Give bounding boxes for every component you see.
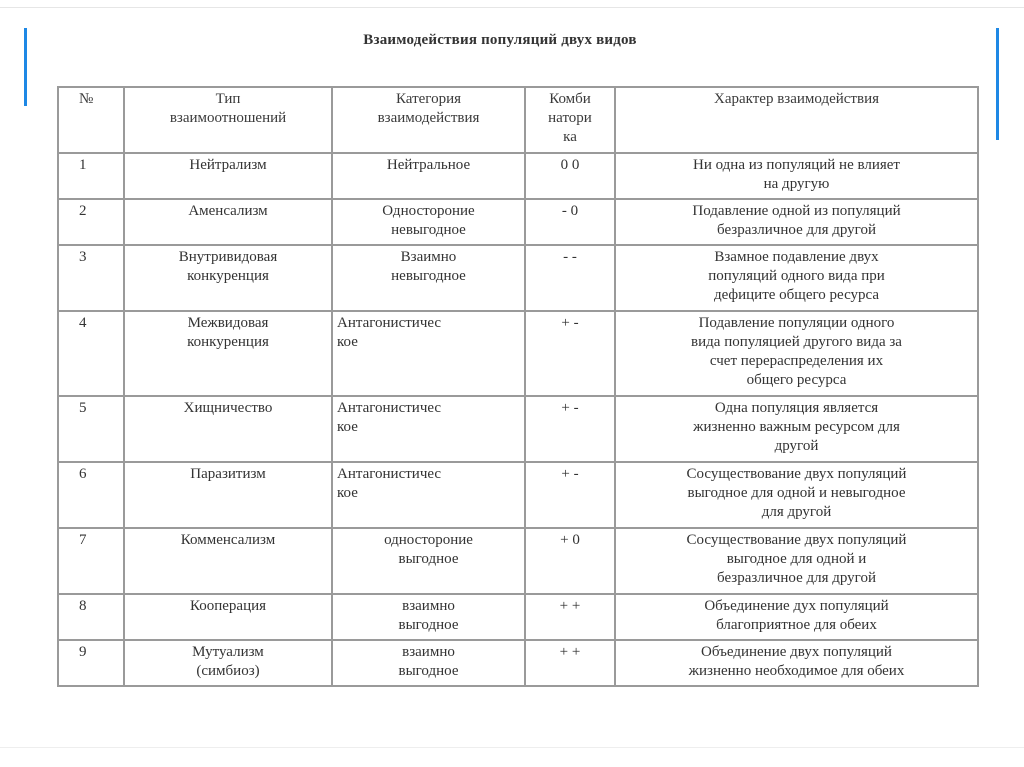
header-combination xyxy=(525,87,615,153)
row-category xyxy=(332,153,525,199)
row-type xyxy=(124,640,332,686)
header-character xyxy=(615,87,978,153)
row-character xyxy=(615,153,978,199)
row-character-line: для другой xyxy=(761,504,832,520)
header-combination-line: ка xyxy=(563,129,577,145)
header-category-line: взаимодействия xyxy=(377,110,480,126)
header-type-line: взаимоотношений xyxy=(169,110,287,126)
table-row xyxy=(58,462,978,528)
row-character-line: счет перераспределения их xyxy=(709,353,884,369)
row-character-line: Объединение двух популяций xyxy=(701,644,892,660)
header-combination-line: Комби xyxy=(549,91,591,107)
table-row xyxy=(58,640,978,686)
row-character xyxy=(615,462,978,528)
header-type xyxy=(124,87,332,153)
row-character-line: жизненно необходимое для обеих xyxy=(688,663,905,679)
row-category-line: Одностороние xyxy=(382,203,475,219)
row-category-line: кое xyxy=(337,419,358,435)
row-character-line: Сосуществование двух популяций xyxy=(686,532,907,548)
row-type xyxy=(124,199,332,245)
row-combination: + + xyxy=(525,594,615,640)
row-character xyxy=(615,245,978,311)
row-type-line: (симбиоз) xyxy=(196,663,260,679)
table-row xyxy=(58,594,978,640)
row-character xyxy=(615,396,978,462)
row-character-line: дефиците общего ресурса xyxy=(713,287,880,303)
row-combination: + 0 xyxy=(525,528,615,594)
table-row xyxy=(58,528,978,594)
header-category-line: Категория xyxy=(396,91,461,107)
row-combination: 0 0 xyxy=(525,153,615,199)
row-character-line: Ни одна из популяций не влияет xyxy=(692,157,900,173)
row-character-line: безразличное для другой xyxy=(717,222,876,238)
row-type-line: конкуренция xyxy=(187,268,269,284)
row-category-line: Взаимно xyxy=(400,249,457,265)
table-row xyxy=(58,396,978,462)
row-category xyxy=(332,396,525,462)
table-row xyxy=(58,311,978,396)
row-character-line: благоприятное для обеих xyxy=(716,617,877,633)
row-num: 4 xyxy=(58,311,124,396)
row-category xyxy=(332,311,525,396)
row-category xyxy=(332,245,525,311)
row-category xyxy=(332,199,525,245)
row-category-line: Нейтральное xyxy=(386,157,471,173)
row-type-line: Кооперация xyxy=(189,598,267,614)
row-num: 3 xyxy=(58,245,124,311)
row-num: 6 xyxy=(58,462,124,528)
row-combination: + - xyxy=(525,462,615,528)
row-character-line: популяций одного вида при xyxy=(708,268,885,284)
header-character-line: Характер взаимодействия xyxy=(714,91,879,107)
row-combination: + - xyxy=(525,396,615,462)
row-character-line: жизненно важным ресурсом для xyxy=(693,419,900,435)
interaction-table xyxy=(57,86,979,687)
row-category-line: взаимно xyxy=(402,644,455,660)
row-num: 7 xyxy=(58,528,124,594)
row-category-line: взаимно xyxy=(402,598,455,614)
row-character-line: Одна популяция является xyxy=(714,400,879,416)
row-type xyxy=(124,396,332,462)
row-category xyxy=(332,528,525,594)
row-type-line: Внутривидовая xyxy=(178,249,278,265)
row-category-line: выгодное xyxy=(398,663,459,679)
row-character-line: Объединение дух популяций xyxy=(704,598,889,614)
row-type xyxy=(124,462,332,528)
row-character-line: Подавление популяции одного xyxy=(698,315,895,331)
header-category xyxy=(332,87,525,153)
table-row xyxy=(58,245,978,311)
table-header-row xyxy=(58,87,978,153)
row-category xyxy=(332,640,525,686)
row-character-line: другой xyxy=(774,438,819,454)
header-combination-line: натори xyxy=(548,110,592,126)
row-character xyxy=(615,528,978,594)
row-type-line: Нейтрализм xyxy=(189,157,267,173)
row-character xyxy=(615,311,978,396)
row-category-line: кое xyxy=(337,485,358,501)
table-row xyxy=(58,153,978,199)
row-category xyxy=(332,594,525,640)
row-character-line: общего ресурса xyxy=(746,372,847,388)
row-character-line: выгодное для одной и xyxy=(726,551,867,567)
row-type-line: Комменсализм xyxy=(180,532,276,548)
row-type-line: конкуренция xyxy=(187,334,269,350)
row-combination: + - xyxy=(525,311,615,396)
row-category-line: Антагонистичес xyxy=(337,466,442,482)
row-combination: + + xyxy=(525,640,615,686)
row-num: 8 xyxy=(58,594,124,640)
row-character-line: Сосуществование двух популяций xyxy=(686,466,907,482)
row-type-line: Мутуализм xyxy=(192,644,264,660)
row-category-line: выгодное xyxy=(398,551,459,567)
row-category-line: выгодное xyxy=(398,617,459,633)
row-type xyxy=(124,594,332,640)
row-type xyxy=(124,245,332,311)
row-type-line: Хищничество xyxy=(183,400,273,416)
row-num: 9 xyxy=(58,640,124,686)
row-category-line: кое xyxy=(337,334,358,350)
row-category-line: невыгодное xyxy=(391,222,466,238)
row-category-line: одностороние xyxy=(384,532,473,548)
row-num: 2 xyxy=(58,199,124,245)
row-combination: - 0 xyxy=(525,199,615,245)
row-combination: - - xyxy=(525,245,615,311)
top-divider xyxy=(0,7,1024,8)
row-category-line: Антагонистичес xyxy=(337,400,442,416)
row-type xyxy=(124,311,332,396)
row-character xyxy=(615,594,978,640)
header-type-line: Тип xyxy=(215,91,241,107)
row-character-line: безразличное для другой xyxy=(717,570,876,586)
row-character-line: выгодное для одной и невыгодное xyxy=(687,485,906,501)
row-character-line: Взамное подавление двух xyxy=(714,249,879,265)
row-character-line: Подавление одной из популяций xyxy=(692,203,901,219)
row-type xyxy=(124,528,332,594)
table-title: Взаимодействия популяций двух видов xyxy=(363,32,637,48)
row-category xyxy=(332,462,525,528)
row-num: 5 xyxy=(58,396,124,462)
table-row xyxy=(58,199,978,245)
row-category-line: Антагонистичес xyxy=(337,315,442,331)
row-type-line: Аменсализм xyxy=(188,203,268,219)
row-character xyxy=(615,199,978,245)
row-type-line: Паразитизм xyxy=(190,466,266,482)
row-category-line: невыгодное xyxy=(391,268,466,284)
row-type xyxy=(124,153,332,199)
row-num: 1 xyxy=(58,153,124,199)
row-character-line: на другую xyxy=(763,176,830,192)
row-character xyxy=(615,640,978,686)
row-character-line: вида популяцией другого вида за xyxy=(691,334,902,350)
row-type-line: Межвидовая xyxy=(187,315,269,331)
bottom-divider xyxy=(0,747,1024,748)
header-num: № xyxy=(58,87,124,153)
